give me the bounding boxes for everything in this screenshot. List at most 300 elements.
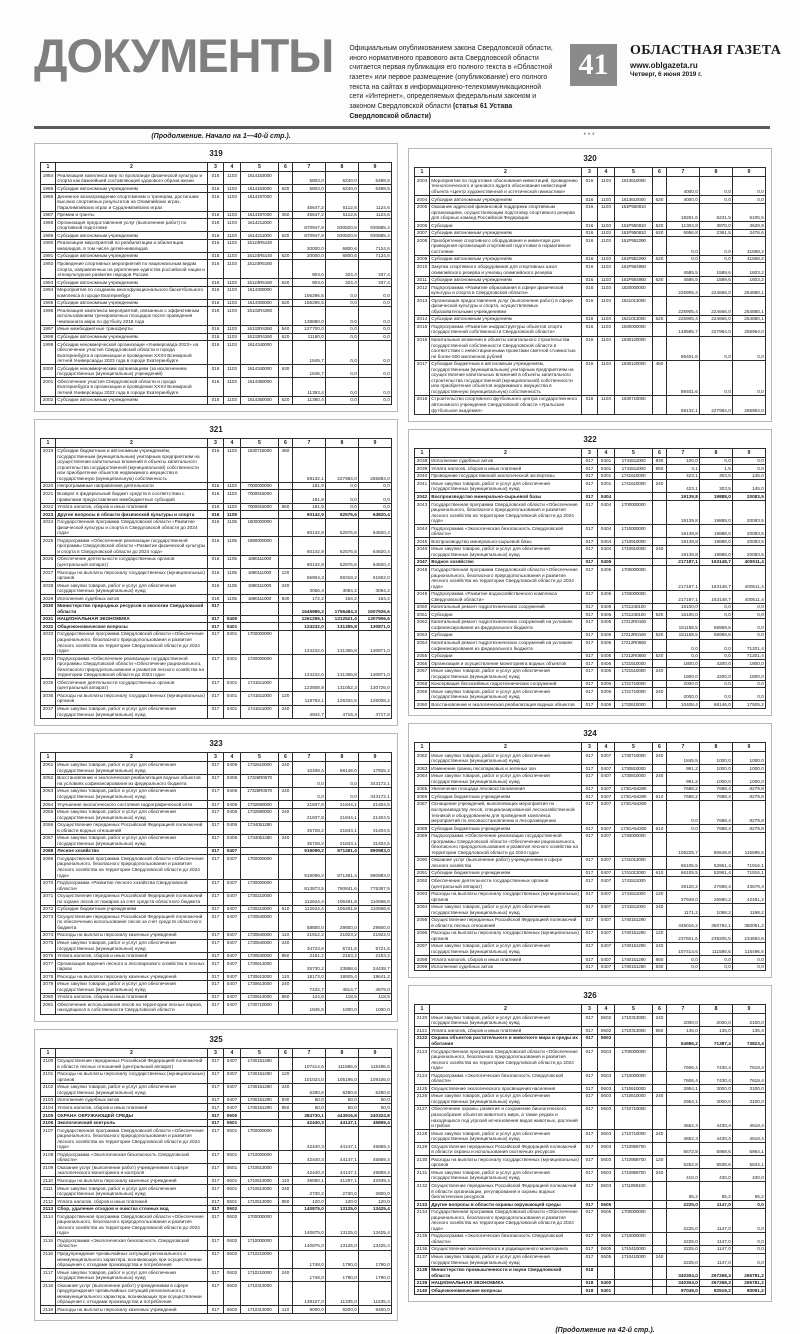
line-description: Общеэкономические вопросы [56, 623, 208, 631]
amount-year3: 80091,2 [733, 1287, 766, 1295]
table-row [41, 307, 392, 326]
amount-year3: 17925,2 [359, 761, 392, 774]
amount-year1: 60142,9 [293, 537, 326, 556]
budget-table [40, 438, 392, 719]
budget-table-panel-319 [34, 143, 398, 411]
line-description: Уплата налогов, сборов и иных платежей [56, 1198, 208, 1206]
amount-year3: 0,0 [733, 680, 766, 688]
amount-year2: 44147,1 [326, 1164, 359, 1177]
target-article-code: 1711059100 [615, 1182, 653, 1201]
section-code: 0605 [598, 1232, 615, 1245]
amount-year1: 34723,6 [293, 939, 326, 952]
amount-year3: 50,0 [359, 1096, 392, 1104]
table-row [41, 1057, 392, 1070]
row-number: 2035 [41, 679, 56, 692]
amount-year3: 5721,6 [359, 939, 392, 952]
expense-type-code [653, 1245, 667, 1253]
target-article-code: 1730540000 [241, 952, 279, 960]
section-code: 1103 [224, 490, 241, 503]
expense-type-code: 120 [279, 692, 293, 705]
line-description: Расходы на выплаты персоналу казенных учреждений [56, 931, 208, 939]
table-row [415, 963, 766, 971]
main-code: 017 [582, 752, 598, 765]
main-code: 017 [582, 457, 598, 465]
section-code: 0401 [598, 457, 615, 465]
amount-year3: 13425,4 [359, 1237, 392, 1250]
target-article-code: 1630716000 [241, 447, 279, 482]
amount-year1: 1748,0 [293, 1250, 326, 1269]
section-code: 0605 [598, 1201, 615, 1209]
section-code: 1103 [224, 333, 241, 341]
main-code: 017 [208, 855, 224, 879]
section-code: 0407 [224, 960, 241, 973]
amount-year1: 226905,4 [667, 315, 700, 323]
row-number: 2057 [415, 667, 430, 680]
target-article-code: 1732610000 [241, 761, 279, 774]
expense-type-code [653, 177, 667, 196]
line-description: Иные закупки товаров, работ и услуг для обеспечения государственных (муниципальных) нужд [56, 761, 208, 774]
amount-year2: 7688,4 [700, 785, 733, 793]
amount-year1: 56904,3 [293, 569, 326, 582]
row-number: 1992 [41, 260, 56, 279]
amount-year3: 50,0 [359, 1104, 392, 1112]
expense-type-code [279, 555, 293, 568]
amount-year2: 2730,0 [326, 1185, 359, 1198]
section-code: 0406 [224, 774, 241, 787]
expense-type-code: 610 [653, 869, 667, 877]
amount-year3: 31404,5 [359, 834, 392, 847]
amount-year2: 1756484,3 [326, 602, 359, 615]
row-number: 2036 [41, 692, 56, 705]
section-code: 1103 [598, 284, 615, 297]
column-header: 8 [326, 163, 359, 172]
target-article-code: 1710410000 [615, 1253, 653, 1266]
amount-year3: 1790,0 [359, 1269, 392, 1282]
line-description: Расходы на выплаты персоналу государственных (муниципальных) органов [56, 569, 208, 582]
amount-year3: 0,0 [359, 333, 392, 341]
amount-year3: 64820,4 [359, 555, 392, 568]
amount-year2: 7688,4 [700, 793, 733, 801]
target-article-code [615, 1034, 653, 1047]
amount-year3: 255954,0 [733, 395, 766, 414]
line-description: Субсидии [430, 631, 582, 639]
amount-year2: 324,4 [326, 279, 359, 287]
main-code: 017 [208, 1306, 224, 1314]
target-article-code: 1700000000 [615, 501, 653, 525]
amount-year1: 112624,4 [293, 905, 326, 913]
table-row [41, 503, 392, 511]
expense-type-code: 240 [653, 1169, 667, 1182]
section-code: 1103 [224, 185, 241, 193]
table-row [415, 639, 766, 652]
line-description: Государственная программа Свердловской области «Обеспечение рационального, безопасного природопользования и развития лесного хозяйства на территории Свердловской области до 2024 года» [56, 1127, 208, 1151]
amount-year1: 39590,1 [293, 1177, 326, 1185]
line-description: Оснащение учреждений, выполняющих мероприятия по воспроизводству лесов, специализированной лесохозяйственной техникой и оборудованием для проведения комплекса мероприятий по лесовосстановлению и лесоразведению [430, 800, 582, 824]
amount-year1: 140875,0 [293, 1213, 326, 1237]
main-code: 017 [582, 566, 598, 590]
amount-year1: 7688,2 [667, 793, 700, 801]
amount-year3: 115496,6 [359, 1057, 392, 1070]
expense-type-code: 240 [279, 939, 293, 952]
target-article-code: 1710513000 [241, 1177, 279, 1185]
line-description: Подпрограмма «Обеспечение реализации государственной программы Свердловской области «Развитие физической культуры и спорта в Свердловской области до 2024 года» [56, 537, 208, 556]
main-code: 018 [582, 1279, 598, 1287]
section-code: 0406 [598, 558, 615, 566]
target-article-code: 1700000000 [241, 855, 279, 879]
amount-year3: 130871,0 [359, 623, 392, 631]
main-code: 017 [582, 903, 598, 916]
section-code: 0602 [224, 1282, 241, 1306]
expense-type-code [653, 701, 667, 709]
target-article-code: 1690111000 [241, 582, 279, 595]
line-description: Подпрограмма «Обеспечение реализации государственной программы Свердловской области «Обеспечение рационального, безопасного природопользования и развития лесного хозяйства на территории Свердловской области до 2024 года» [56, 655, 208, 679]
expense-type-code [279, 260, 293, 279]
amount-year1: 3066,4 [293, 582, 326, 595]
amount-year2: 19888,0 [700, 525, 733, 538]
target-article-code: 1721240100 [615, 611, 653, 619]
column-header: 9 [733, 168, 766, 177]
target-article-code [241, 615, 279, 623]
separator-stars: *** [583, 133, 597, 140]
amount-year2: 0,0 [700, 652, 733, 660]
amount-year3: 24438,7 [359, 960, 392, 973]
amount-year2: 62576,6 [326, 555, 359, 568]
section-code: 0406 [598, 688, 615, 701]
column-header: 5 [241, 752, 279, 761]
table-row [41, 913, 392, 932]
main-code: 017 [582, 1105, 598, 1129]
amount-year1: 226905,4 [667, 297, 700, 316]
line-description: Приобретение спортивного оборудования и инвентаря для приведения организаций спортивной подготовки в нормативное состояние [430, 237, 582, 256]
amount-year2: 131355,8 [326, 655, 359, 679]
amount-year3: 0,0 [733, 360, 766, 395]
section-code: 0603 [598, 1072, 615, 1085]
table-row [415, 680, 766, 688]
amount-year2: 68146,0 [326, 761, 359, 774]
amount-year2: 0,0 [700, 196, 733, 204]
amount-year3: 42939,4 [359, 1177, 392, 1185]
target-article-code: 16132R4260 [241, 333, 279, 341]
row-number: 2058 [415, 680, 430, 688]
amount-year1: 0,0 [667, 963, 700, 971]
table-row [41, 252, 392, 260]
amount-year1: 217187,1 [667, 566, 700, 590]
line-description: Другие вопросы в области физической культуры и спорта [56, 511, 208, 519]
line-description: Министерство природных ресурсов и экологии Свердловской области [56, 602, 208, 615]
amount-year3: 0,0 [359, 341, 392, 365]
main-code: 017 [208, 1119, 224, 1127]
expense-type-code [653, 639, 667, 652]
amount-year2: 131355,8 [326, 623, 359, 631]
row-number: 2062 [41, 774, 56, 787]
table-row [41, 341, 392, 365]
newspaper-website[interactable]: www.oblgazeta.ru [630, 61, 698, 70]
table-row [41, 569, 392, 582]
section-code: 1103 [598, 360, 615, 395]
table-row [415, 545, 766, 558]
amount-year1: 4942,7 [293, 705, 326, 718]
main-code: 017 [208, 1164, 224, 1177]
line-description: Реализация мероприятий по реабилитации и абилитации инвалидов, в том числе детей-инвалидов [56, 239, 208, 252]
line-description: Обеспечение использования лесов на территории лесных парков, находящихся в собственности Свердловской области [56, 1001, 208, 1014]
row-number: 2100 [41, 1057, 56, 1070]
main-code: 016 [208, 239, 224, 252]
target-article-code: 1710513000 [241, 1198, 279, 1206]
section-code: 1103 [598, 196, 615, 204]
row-number: 2099 [415, 963, 430, 971]
amount-year2: 0,0 [700, 177, 733, 196]
amount-year3: 0,0 [733, 631, 766, 639]
line-description: Субсидии автономным учреждениям [56, 252, 208, 260]
table-row [415, 701, 766, 709]
amount-year2: 0,0 [326, 787, 359, 800]
row-number: 2076 [41, 952, 56, 960]
row-number: 2013 [415, 297, 430, 316]
amount-year1: 105225,7 [667, 832, 700, 856]
target-article-code: 1730810000 [615, 772, 653, 785]
amount-year3: 6498,5 [359, 172, 392, 185]
column-header: 7 [293, 438, 326, 447]
amount-year2: 3094,2 [326, 582, 359, 595]
row-number: 2113 [41, 1205, 56, 1213]
section-code: 0601 [224, 1185, 241, 1198]
target-article-code: 1741511000 [241, 692, 279, 705]
row-number: 2010 [415, 263, 430, 276]
target-article-code: 1710910000 [615, 538, 653, 546]
column-header: 7 [667, 1005, 700, 1014]
main-code: 016 [208, 185, 224, 193]
target-article-code: 1740151290 [615, 963, 653, 971]
main-code: 017 [208, 931, 224, 939]
line-description: Подпрограмма «Экологическая безопасность Свердловской области» [430, 1072, 582, 1085]
row-number: 2088 [415, 825, 430, 833]
target-article-code: 7000000000 [241, 482, 279, 490]
amount-year1: 21912,2 [293, 931, 326, 939]
main-code: 016 [208, 252, 224, 260]
line-description: Подпрограмма «Экологическая безопасность Свердловской области» [56, 1151, 208, 1164]
amount-year3: 0,0 [733, 336, 766, 360]
line-description: Предупреждение чрезвычайных ситуаций регионального и межмуниципального характера, возникающих при осуществлении обращения с отходами производства и потребления [56, 1250, 208, 1269]
line-description: Водное хозяйство [430, 558, 582, 566]
section-code: 0404 [598, 501, 615, 525]
line-description: Увеличение площади лесовосстановления [430, 785, 582, 793]
table-row [415, 255, 766, 263]
main-code: 017 [582, 765, 598, 773]
table-row [41, 821, 392, 834]
amount-year2: 0,0 [326, 378, 359, 397]
section-code: 0603 [598, 1169, 615, 1182]
section-code: 1103 [224, 378, 241, 397]
main-code: 017 [208, 847, 224, 855]
target-article-code: 1721710000 [615, 680, 653, 688]
expense-type-code [653, 765, 667, 773]
amount-year2: 0,0 [326, 307, 359, 326]
row-number: 2114 [41, 1213, 56, 1237]
row-number: 2116 [41, 1250, 56, 1269]
expense-type-code [653, 1085, 667, 1093]
section-code: 0605 [598, 1208, 615, 1232]
line-description: Подпрограмма «Развитие водохозяйственного комплекса Свердловской области» [430, 590, 582, 603]
expense-type-code [279, 801, 293, 809]
amount-year3: 20083,5 [733, 538, 766, 546]
row-number: 2049 [415, 590, 430, 603]
expense-type-code: 850 [279, 1198, 293, 1206]
main-code: 017 [208, 973, 224, 981]
row-number: 1995 [41, 299, 56, 307]
expense-type-code [279, 239, 293, 252]
amount-year2: 2000,0 [700, 1014, 733, 1027]
row-number: 2134 [415, 1208, 430, 1232]
line-description: Премии и гранты [56, 211, 208, 219]
target-article-code: 1740151290 [615, 916, 653, 929]
section-code: 0603 [598, 1085, 615, 1093]
expense-type-code [653, 493, 667, 501]
row-number: 2003 [415, 177, 430, 196]
table-row [41, 905, 392, 913]
line-description: Иные закупки товаров, работ и услуг для обеспечения государственных (муниципальных) нужд [56, 582, 208, 595]
target-article-code: 16124R5140 [241, 252, 279, 260]
row-number: 2095 [415, 916, 430, 929]
target-article-code [241, 511, 279, 519]
line-description: Воспроизводство минерально-сырьевой базы [430, 538, 582, 546]
expense-type-code [653, 525, 667, 538]
main-code: 016 [208, 396, 224, 404]
amount-year1: 60142,9 [293, 511, 326, 519]
line-description: Иные закупки товаров, работ и услуг для обеспечения государственных (муниципальных) нужд [430, 1014, 582, 1027]
line-description: ОХРАНА ОКРУЖАЮЩЕЙ СРЕДЫ [56, 1112, 208, 1120]
expense-type-code [279, 847, 293, 855]
section-code: 0407 [224, 980, 241, 993]
amount-year1: 60142,9 [293, 518, 326, 537]
amount-year1: 124,6 [293, 993, 326, 1001]
amount-year3: 1000,0 [733, 765, 766, 773]
column-header: 2 [56, 163, 208, 172]
amount-year3: 1000,0 [733, 772, 766, 785]
row-number: 2071 [41, 892, 56, 905]
amount-year3: 400511,4 [733, 590, 766, 603]
amount-year3: 130871,0 [359, 655, 392, 679]
amount-year3: 254880,1 [733, 315, 766, 323]
amount-year1: 0,0 [667, 255, 700, 263]
row-number: 2109 [41, 1164, 56, 1177]
table-row [41, 378, 392, 397]
target-article-code: 1710210000 [241, 1269, 279, 1282]
row-number: 2090 [415, 856, 430, 869]
amount-year2: 131355,8 [326, 630, 359, 654]
line-description: Уплата налогов, сборов и иных платежей [430, 956, 582, 964]
row-number: 2128 [415, 1130, 430, 1143]
expense-type-code [653, 1034, 667, 1047]
main-code: 017 [582, 558, 598, 566]
line-description: Воспроизводство минерально-сырьевой базы [430, 493, 582, 501]
row-number: 2126 [415, 1092, 430, 1105]
amount-year2: 71387,4 [700, 1034, 733, 1047]
table-row [41, 447, 392, 482]
table-row [415, 877, 766, 890]
main-code: 017 [582, 1208, 598, 1232]
amount-year3: 3100,0 [733, 1092, 766, 1105]
expense-type-code: 620 [279, 279, 293, 287]
table-row [415, 1027, 766, 1035]
expense-type-code [279, 1127, 293, 1151]
amount-year1: 42440,3 [293, 1151, 326, 1164]
expense-type-code [279, 1282, 293, 1306]
column-header: 1 [415, 742, 430, 751]
main-code: 016 [208, 378, 224, 397]
section-code: 0406 [598, 680, 615, 688]
amount-year3: 6498,5 [359, 185, 392, 193]
amount-year2: 29800,0 [326, 913, 359, 932]
section-code: 0407 [598, 942, 615, 955]
target-article-code: 1613610000 [615, 196, 653, 204]
section-code: 1103 [224, 503, 241, 511]
amount-year1: 11380,4 [293, 396, 326, 404]
main-code: 017 [208, 1213, 224, 1237]
section-code: 0407 [598, 956, 615, 964]
row-number: 2074 [41, 931, 56, 939]
main-code: 017 [582, 493, 598, 501]
target-article-code: 1734051280 [241, 821, 279, 834]
column-header: 9 [359, 438, 392, 447]
table-row [41, 1112, 392, 1120]
expense-type-code [279, 602, 293, 615]
amount-year3: 930885,4 [359, 219, 392, 232]
amount-year1: 11304,8 [667, 222, 700, 230]
line-description: Иные закупки товаров, работ и услуг для обеспечения государственных (муниципальных) нужд [56, 705, 208, 718]
amount-year3: 118,5 [359, 993, 392, 1001]
amount-year3: 343172,1 [359, 774, 392, 787]
row-number: 2073 [41, 913, 56, 932]
target-article-code: 1740000000 [241, 655, 279, 679]
row-number: 2125 [415, 1085, 430, 1093]
line-description: Субсидии [430, 611, 582, 619]
amount-year1: 340304,0 [667, 1279, 700, 1287]
row-number: 2124 [415, 1072, 430, 1085]
line-description: Субсидии автономным учреждениям [430, 315, 582, 323]
main-code: 016 [208, 490, 224, 503]
section-code: 0407 [598, 856, 615, 869]
row-number: 2047 [415, 558, 430, 566]
section-code: 0605 [598, 1253, 615, 1266]
amount-year2: 1000,0 [700, 772, 733, 785]
table-row [415, 618, 766, 631]
main-code: 017 [208, 1001, 224, 1014]
amount-year1: 18173,0 [293, 973, 326, 981]
row-number: 2075 [41, 939, 56, 952]
main-code: 017 [208, 913, 224, 932]
amount-year3: 1603,2 [733, 263, 766, 276]
amount-year3: 337,4 [359, 260, 392, 279]
amount-year3: 1790,0 [359, 1250, 392, 1269]
section-code: 0407 [224, 1070, 241, 1083]
row-number: 1999 [41, 341, 56, 365]
continuation-note-bottom: (Продолжение на 42-й стр.). [555, 1326, 655, 1334]
budget-table-panel-324 [408, 723, 772, 978]
amount-year2: 44147,1 [326, 1127, 359, 1151]
amount-year1: 4585,5 [667, 276, 700, 284]
row-number: 2048 [415, 566, 430, 590]
line-description: Расходы на выплаты персоналу казенных учреждений [56, 1306, 208, 1314]
column-header: 8 [326, 438, 359, 447]
main-code: 017 [582, 793, 598, 801]
amount-year2: 44147,1 [326, 1151, 359, 1164]
amount-year2: 106491,8 [326, 905, 359, 913]
amount-year1: 4652,3 [667, 1105, 700, 1129]
main-code: 017 [208, 1151, 224, 1164]
expense-type-code [279, 1164, 293, 1177]
row-number: 1991 [41, 252, 56, 260]
target-article-code: 1741013000 [615, 869, 653, 877]
